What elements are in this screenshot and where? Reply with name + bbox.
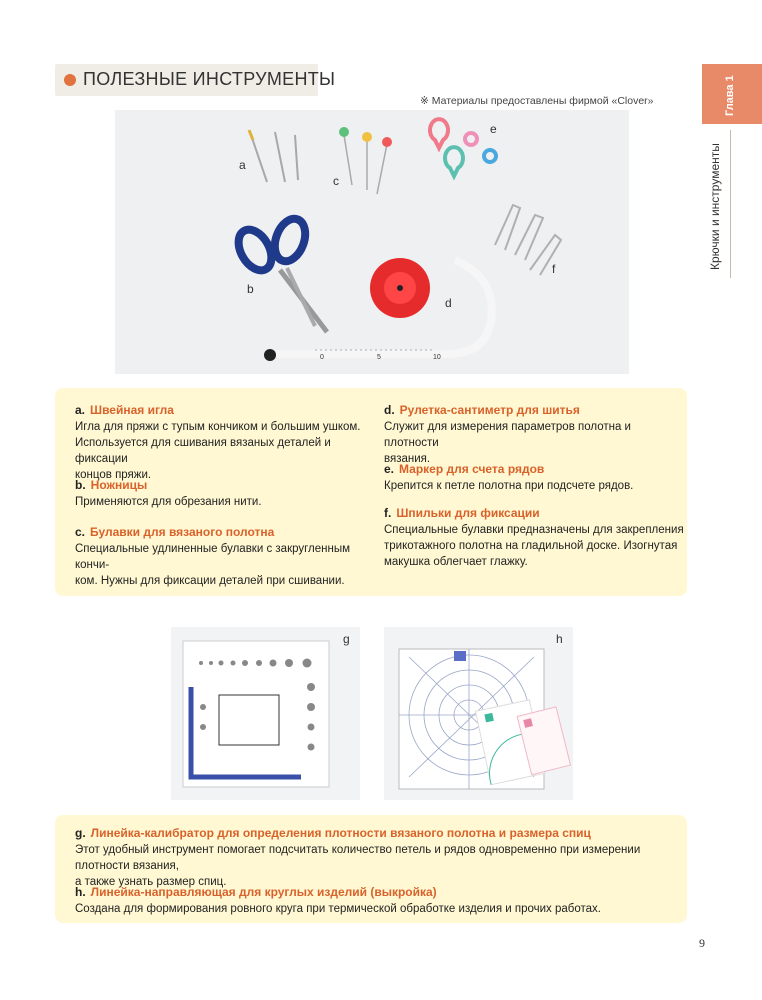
chapter-divider xyxy=(730,130,731,278)
stitch-markers-image xyxy=(430,119,496,176)
item-g xyxy=(75,825,675,890)
item-letter: b. xyxy=(75,478,86,492)
supplier-note: ※ Материалы предоставлены фирмой «Clover» xyxy=(420,95,654,107)
photo-label-g: g xyxy=(343,632,350,646)
item-title: Булавки для вязаного полотна xyxy=(90,525,275,539)
page-number: 9 xyxy=(699,936,705,950)
rulers-description-box xyxy=(55,815,687,923)
gauge-ruler-photo xyxy=(171,627,360,800)
tape-tick-10: 10 xyxy=(433,354,441,361)
item-f xyxy=(384,505,684,570)
chapter-label: Глава 1 xyxy=(724,75,736,116)
item-letter: f. xyxy=(384,506,392,520)
item-a xyxy=(75,402,385,483)
photo-label-e: e xyxy=(490,122,497,136)
item-e xyxy=(384,461,684,494)
photo-label-f: f xyxy=(552,262,556,276)
tools-illustration xyxy=(115,110,629,374)
item-description: Этот удобный инструмент помогает подсчитать количество петель и рядов одновременно при измерении плотности вязания, а также узнать размер спиц. xyxy=(75,844,641,888)
item-description: Крепится к петле полотна при подсчете рядов. xyxy=(384,480,634,492)
section-title: ПОЛЕЗНЫЕ ИНСТРУМЕНТЫ xyxy=(83,69,336,89)
item-title: Рулетка-сантиметр для шитья xyxy=(399,403,580,417)
chapter-tab xyxy=(702,64,762,124)
sewing-needles-image xyxy=(249,130,298,182)
item-letter: g. xyxy=(75,826,86,840)
bullet-dot-icon xyxy=(64,74,76,86)
blocking-guide-image xyxy=(384,627,573,800)
item-letter: d. xyxy=(384,403,395,417)
item-d xyxy=(384,402,684,467)
item-c xyxy=(75,524,385,589)
tools-description-box xyxy=(55,388,687,596)
item-title: Маркер для счета рядов xyxy=(399,462,545,476)
gauge-ruler-image xyxy=(171,627,360,800)
photo-label-h: h xyxy=(556,632,563,646)
item-title: Шпильки для фиксации xyxy=(396,506,540,520)
item-title: Швейная игла xyxy=(90,403,174,417)
section-heading xyxy=(55,64,336,96)
item-letter: e. xyxy=(384,462,395,476)
tape-measure-image xyxy=(264,258,492,361)
item-letter: a. xyxy=(75,403,86,417)
scissors-image xyxy=(232,215,327,332)
item-letter: c. xyxy=(75,525,86,539)
photo-label-b: b xyxy=(247,282,254,296)
item-letter: h. xyxy=(75,885,86,899)
photo-label-d: d xyxy=(445,296,452,310)
item-description: Специальные булавки предназначены для закрепления трикотажного полотна на гладильной доске. Изогнутая макушка облегчает глажку. xyxy=(384,524,684,568)
chapter-subtitle: Крючки и инструменты xyxy=(708,143,722,270)
tape-tick-5: 5 xyxy=(377,354,381,361)
photo-label-a: a xyxy=(239,158,246,172)
photo-label-c: c xyxy=(333,174,339,188)
item-h xyxy=(75,884,675,917)
item-description: Служит для измерения параметров полотна и плотности вязания. xyxy=(384,421,631,465)
tape-tick-0: 0 xyxy=(320,354,324,361)
item-title: Ножницы xyxy=(90,478,148,492)
item-description: Применяются для обрезания нити. xyxy=(75,496,262,508)
item-title: Линейка-калибратор для определения плотности вязаного полотна и размера спиц xyxy=(90,826,591,840)
blocking-guide-photo xyxy=(384,627,573,800)
item-title: Линейка-направляющая для круглых изделий (выкройка) xyxy=(90,885,437,899)
tools-photo xyxy=(115,110,629,374)
pins-image xyxy=(339,127,392,194)
item-b xyxy=(75,477,385,510)
item-description: Создана для формирования ровного круга при термической обработке изделия и прочих работах. xyxy=(75,903,601,915)
item-description: Специальные удлиненные булавки с закругленным кончи- ком. Нужны для фиксации деталей при сшивании. xyxy=(75,543,351,587)
item-description: Игла для пряжи с тупым кончиком и большим ушком. Используется для сшивания вязаных деталей и фиксации концов пряжи. xyxy=(75,421,361,481)
